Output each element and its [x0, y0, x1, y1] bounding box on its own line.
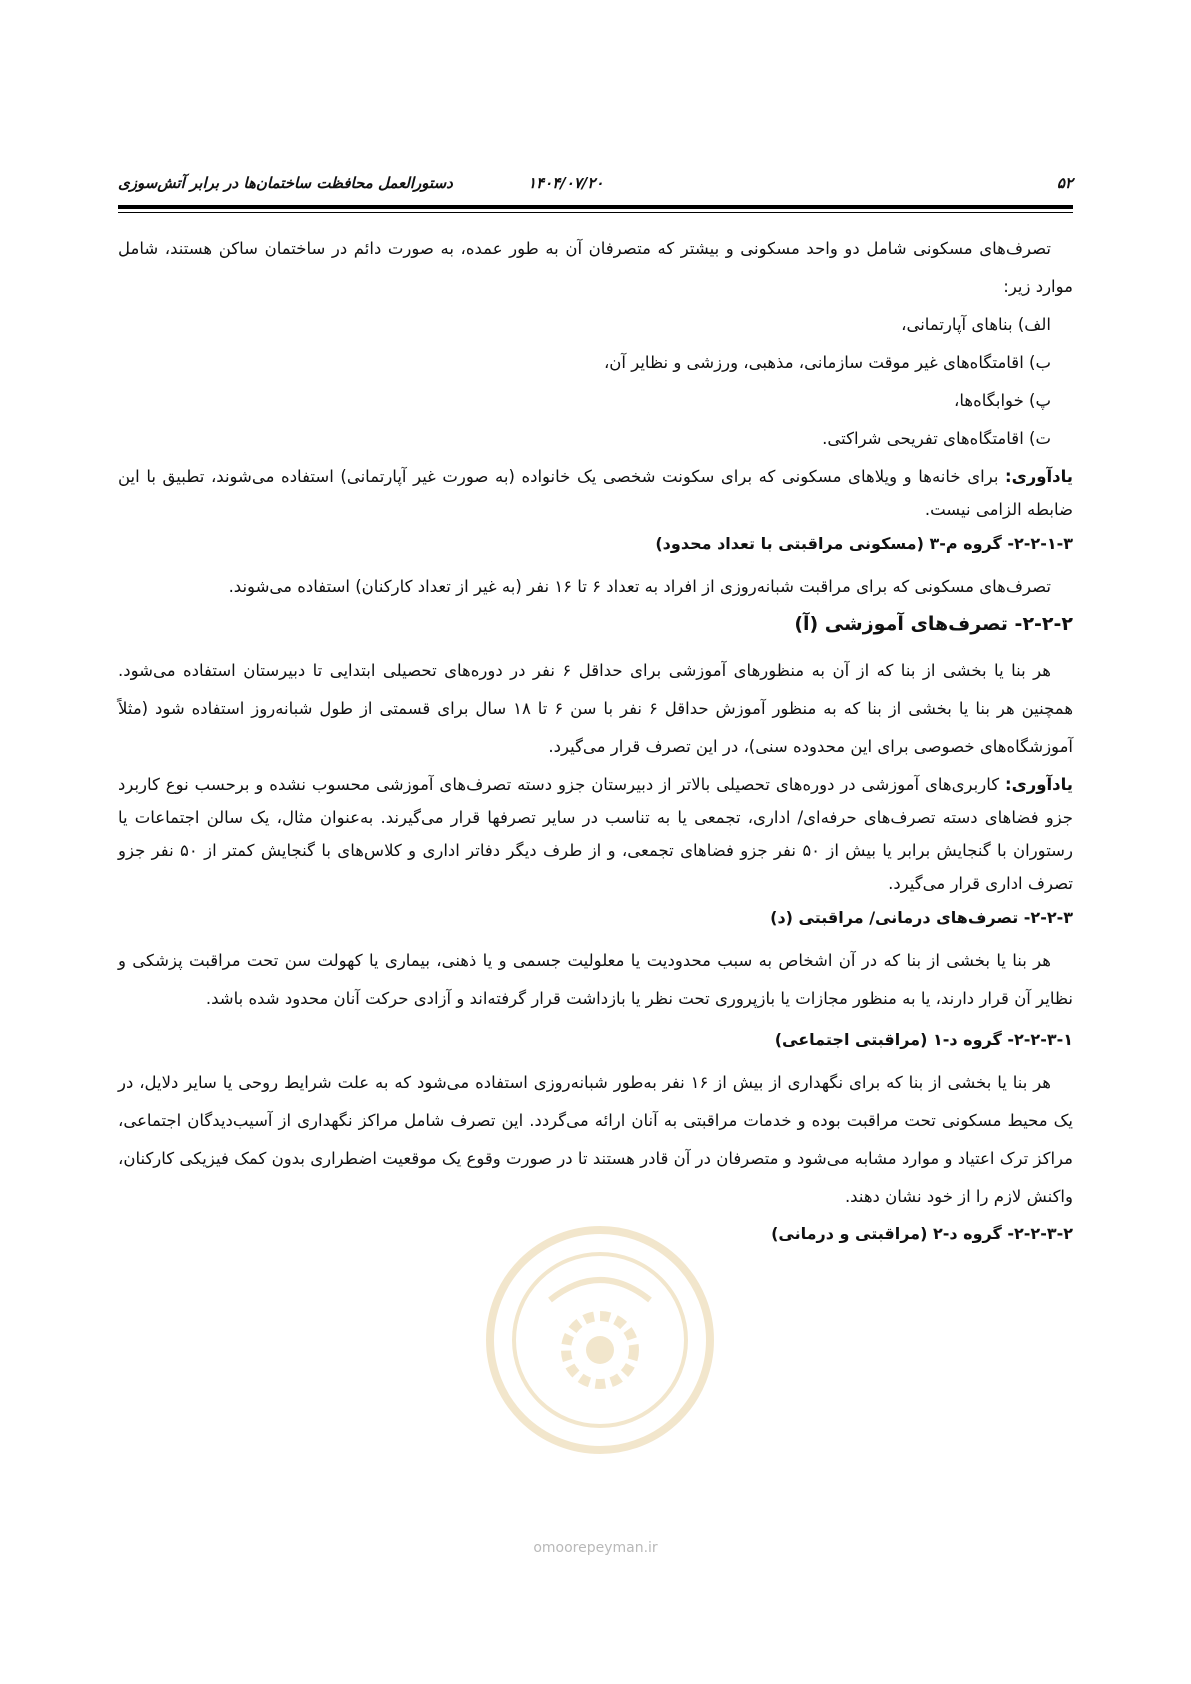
- note-label: یادآوری:: [1005, 467, 1073, 486]
- note-text: برای خانه‌ها و ویلاهای مسکونی که برای سکونت شخصی یک خانواده (به صورت غیر آپارتمانی) استفاده می‌شوند، تطبیق با این ضابطه الزامی نیست.: [118, 467, 1073, 519]
- header-title: دستورالعمل محافظت ساختمان‌ها در برابر آتش‌سوزی: [118, 174, 453, 192]
- header-rule-thin: [118, 212, 1073, 213]
- paragraph: تصرف‌های مسکونی که برای مراقبت شبانه‌روزی از افراد به تعداد ۶ تا ۱۶ نفر (به غیر از تعداد کارکنان) استفاده می‌شوند.: [228, 577, 1051, 596]
- section-heading: ۲-۲-۳-۲- گروه د-۲ (مراقبتی و درمانی): [771, 1224, 1073, 1243]
- note: [118, 460, 1073, 526]
- paragraph: هر بنا یا بخشی از بنا که از آن به منظورهای آموزشی برای حداقل ۶ نفر در دوره‌های تحصیلی ابتدایی تا دبیرستان استفاده می‌شود. همچنین هر بنا یا بخشی از بنا که به منظور آموزش حداقل ۶ نفر با سن ۶ تا ۱۸ سال برای قسمتی از طول شبانه‌روز استفاده شود (مثلاً آموزشگاه‌های خصوصی برای این محدوده سنی)، در این تصرف قرار می‌گیرد.: [118, 661, 1074, 756]
- section-heading: ۲-۲-۱-۳- گروه م-۳ (مسکونی مراقبتی با تعداد محدود): [655, 534, 1073, 553]
- section-heading: ۲-۲-۳-۱- گروه د-۱ (مراقبتی اجتماعی): [774, 1030, 1073, 1049]
- page-number: ۵۲: [1056, 174, 1073, 192]
- page-header: [118, 174, 1073, 198]
- note: [118, 768, 1073, 900]
- note-text: کاربری‌های آموزشی در دوره‌های تحصیلی بالاتر از دبیرستان جزو دسته تصرف‌های آموزشی محسوب نشده و برحسب نوع کاربرد جزو فضاهای دسته تصرف‌های حرفه‌ای/ اداری، تجمعی یا به تناسب در سایر تصرفها قرار می‌گیرند. به‌عنوان مثال، یک سالن اجتماعات یا رستوران با گنجایش برابر یا بیش از ۵۰ نفر جزو فضاهای تجمعی، و از طرف دیگر دفاتر اداری و کلاس‌های با گنجایش کمتر از ۵۰ نفر جزو تصرف اداری قرار می‌گیرد.: [118, 775, 1073, 893]
- list-item: ت) اقامتگاه‌های تفریحی شراکتی.: [822, 429, 1051, 448]
- document-body: [118, 230, 1073, 1258]
- list-item: ب) اقامتگاه‌های غیر موقت سازمانی، مذهبی، ورزشی و نظایر آن،: [603, 353, 1051, 372]
- note-label: یادآوری:: [1005, 775, 1073, 794]
- section-heading: ۲-۲-۳- تصرف‌های درمانی/ مراقبتی (د): [770, 908, 1073, 927]
- watermark-text: omoorepeyman.ir: [533, 1540, 658, 1556]
- list-item: الف) بناهای آپارتمانی،: [901, 315, 1051, 334]
- section-heading: ۲-۲-۲- تصرف‌های آموزشی (آ): [794, 613, 1073, 635]
- header-date: ۱۴۰۴/۰۷/۲۰: [528, 174, 604, 192]
- paragraph: تصرف‌های مسکونی شامل دو واحد مسکونی و بیشتر که متصرفان آن به طور عمده، به صورت دائم در ساختمان ساکن هستند، شامل موارد زیر:: [118, 239, 1073, 296]
- paragraph: هر بنا یا بخشی از بنا که برای نگهداری از بیش از ۱۶ نفر به‌طور شبانه‌روزی استفاده می‌شود که به علت شرایط روحی یا سایر دلایل، در یک محیط مسکونی تحت مراقبت بوده و خدمات مراقبتی به آنان ارائه می‌گردد. این تصرف شامل مراکز نگهداری از آسیب‌دیدگان اجتماعی، مراکز ترک اعتیاد و موارد مشابه می‌شود و متصرفان در آن قادر هستند تا در صورت وقوع یک موقعیت اضطراری بدون کمک فیزیکی کارکنان، واکنش لازم را از خود نشان دهند.: [118, 1073, 1073, 1206]
- list-item: پ) خوابگاه‌ها،: [954, 391, 1051, 410]
- header-rule-thick: [118, 205, 1073, 209]
- paragraph: هر بنا یا بخشی از بنا که در آن اشخاص به سبب محدودیت یا معلولیت جسمی و یا ذهنی، بیماری یا کهولت سن تحت مراقبت پزشکی و نظایر آن قرار دارند، یا به منظور مجازات یا بازپروری تحت نظر یا بازداشت قرار گرفته‌اند و آزادی حرکت آنان محدود شده باشد.: [118, 951, 1073, 1008]
